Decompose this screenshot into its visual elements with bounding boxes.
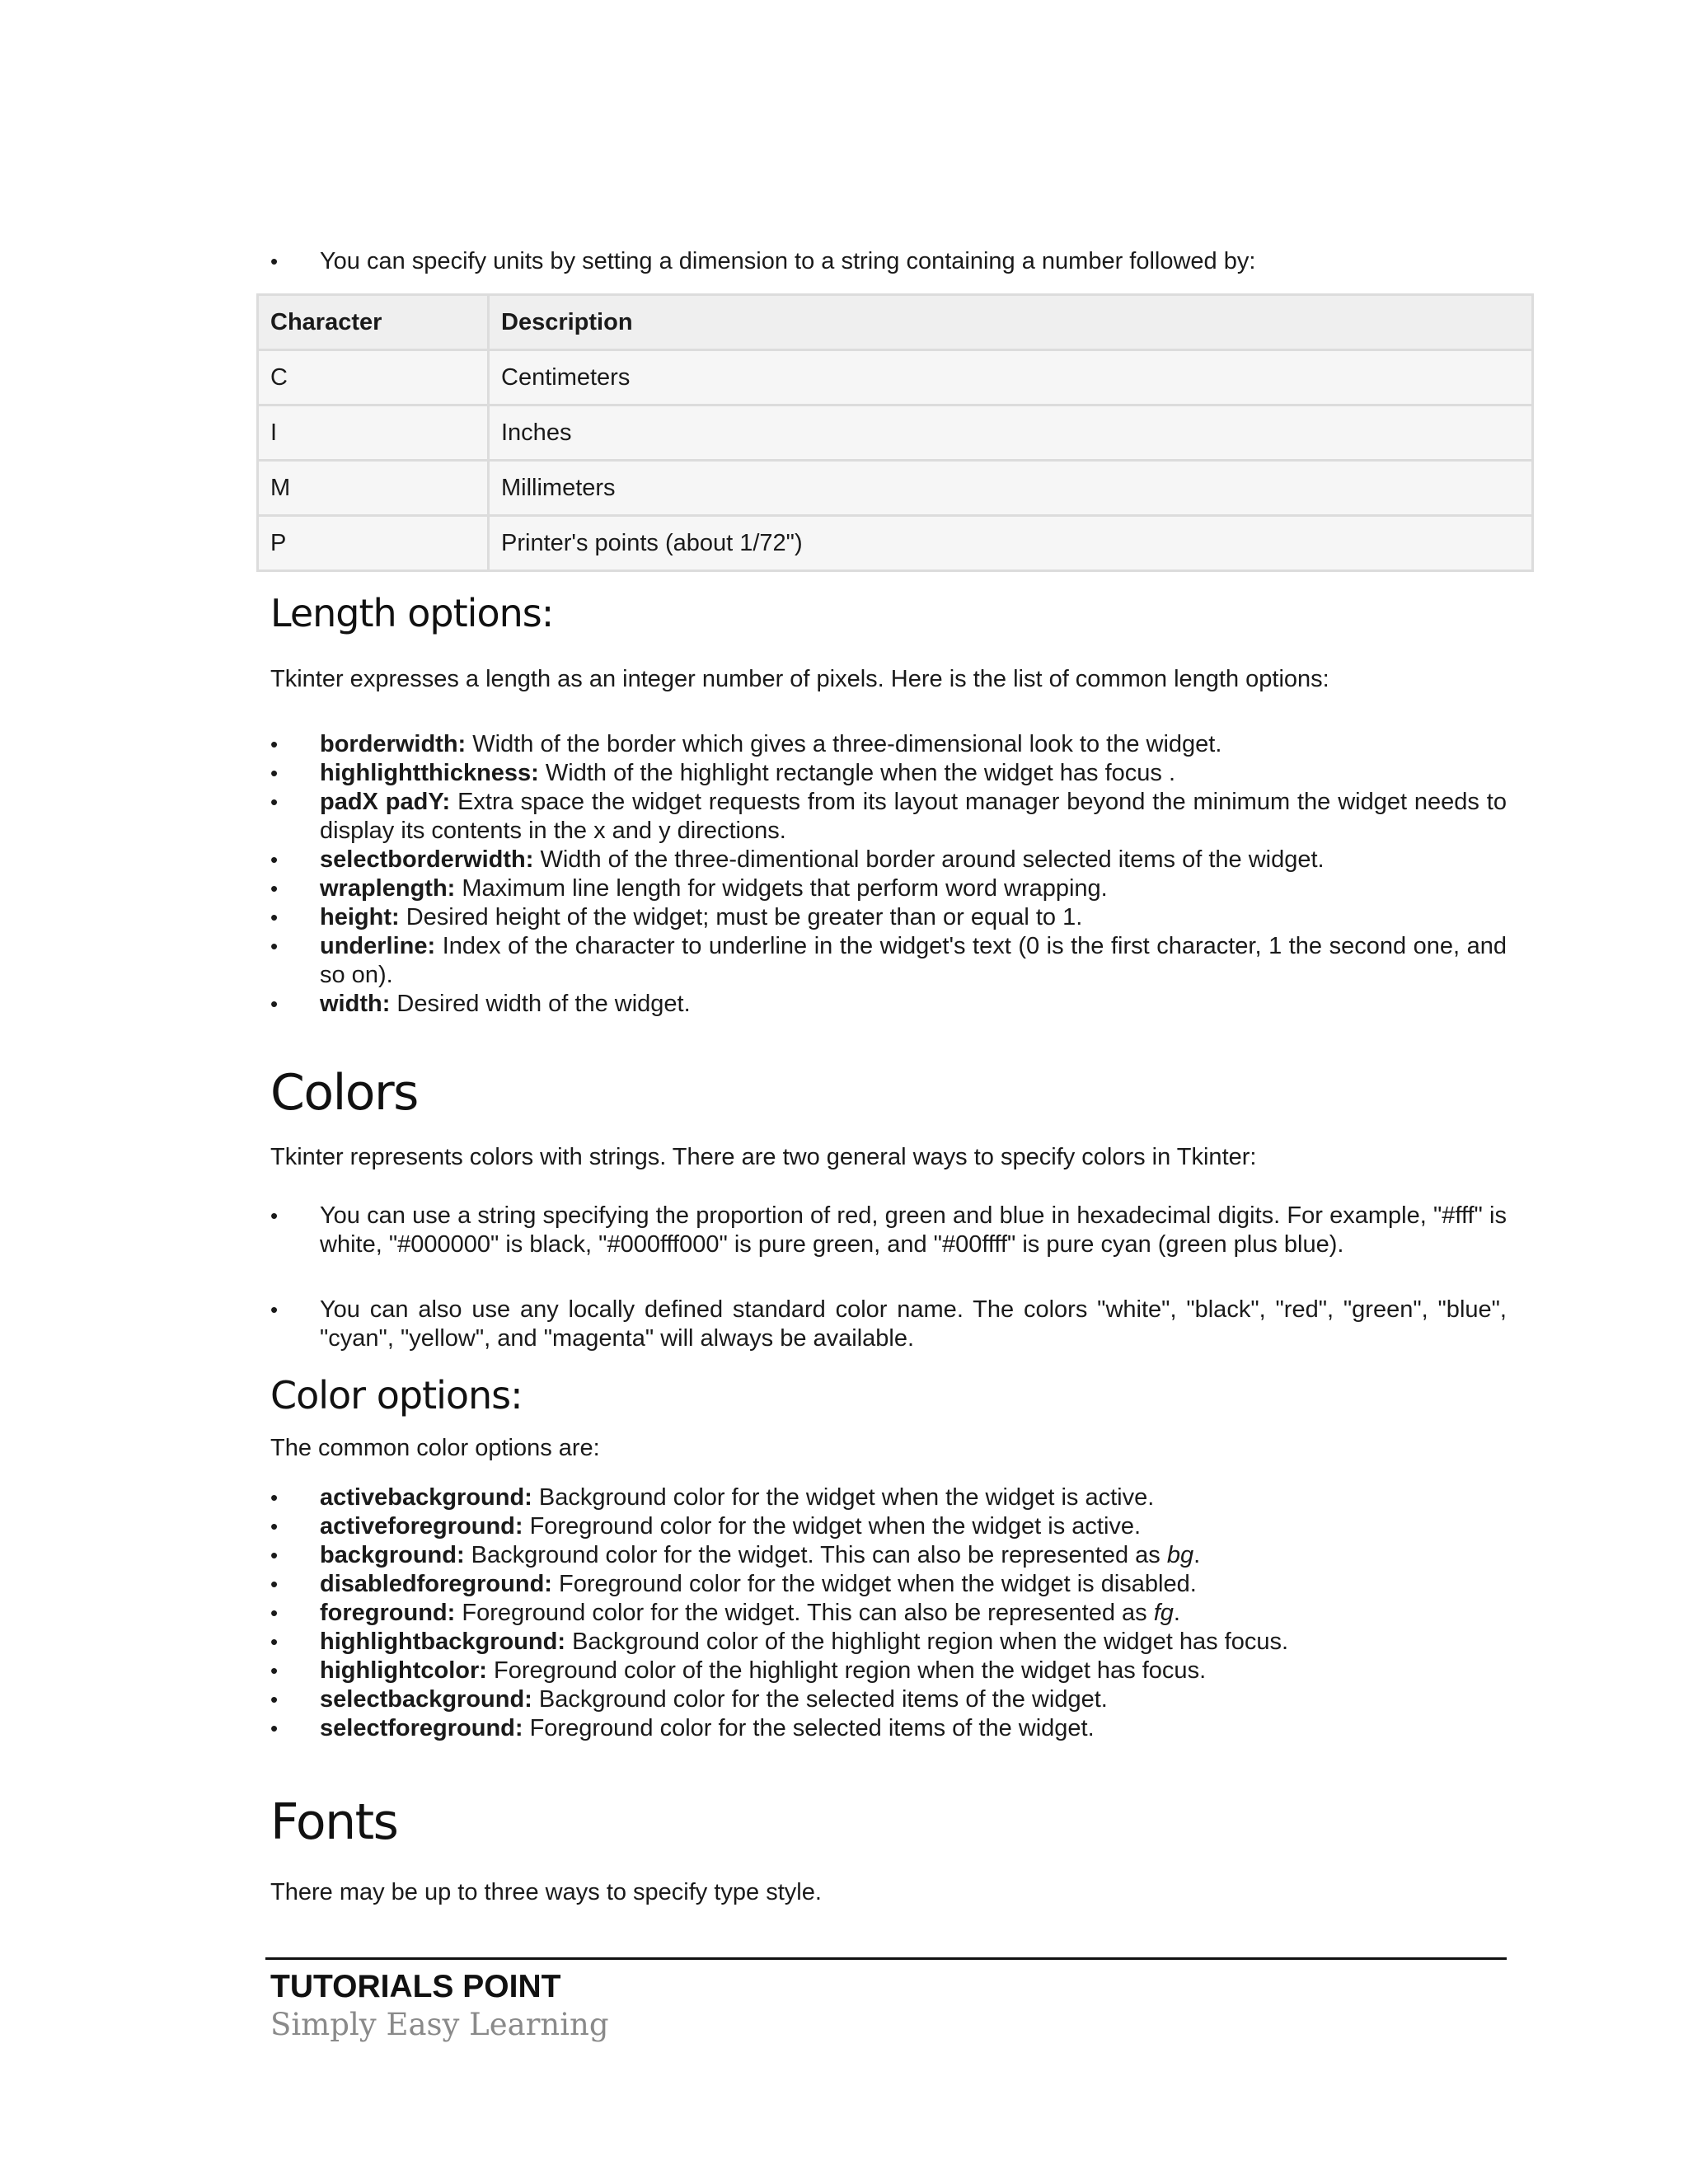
- bullet-icon: •: [270, 1658, 279, 1683]
- list-item: [270, 932, 1507, 990]
- option-desc: Background color of the highlight region when the widget has focus.: [565, 1629, 1289, 1655]
- option-desc: Foreground color for the widget. This can also be represented as: [455, 1600, 1154, 1626]
- bullet-icon: •: [270, 905, 279, 930]
- table-cell: Centimeters: [489, 350, 1533, 405]
- option-desc: Width of the border which gives a three-dimensional look to the widget.: [466, 731, 1222, 757]
- list-item: [270, 759, 1507, 788]
- bullet-icon: •: [270, 1543, 279, 1568]
- option-term: activebackground:: [320, 1484, 532, 1511]
- table-cell: C: [258, 350, 489, 405]
- option-desc: Maximum line length for widgets that perform word wrapping.: [455, 875, 1108, 902]
- bullet-icon: •: [270, 1572, 279, 1596]
- bullet-icon: •: [270, 1629, 279, 1654]
- option-term: padX padY:: [320, 789, 451, 815]
- option-term: activeforeground:: [320, 1513, 523, 1540]
- bullet-icon: •: [270, 934, 279, 958]
- list-item: [270, 1202, 1507, 1259]
- list-item: [270, 1512, 1507, 1541]
- option-desc: Background color for the widget. This can also be represented as: [464, 1542, 1167, 1568]
- table-row: [258, 350, 1533, 405]
- list-item: [270, 1685, 1507, 1714]
- table-row: [258, 405, 1533, 461]
- list-item: [270, 1657, 1507, 1685]
- bullet-icon: •: [270, 761, 279, 785]
- option-term: borderwidth:: [320, 731, 467, 757]
- color-options-intro: The common color options are:: [270, 1435, 600, 1461]
- option-desc: Index of the character to underline in the widget's text (0 is the first character, 1 the second one, and so on).: [320, 933, 1507, 988]
- bullet-icon: •: [270, 991, 279, 1016]
- color-options-heading: Color options:: [270, 1373, 523, 1418]
- table-row: [258, 461, 1533, 516]
- option-term: highlightthickness:: [320, 760, 539, 786]
- bullet-icon: •: [270, 1601, 279, 1625]
- bullet-icon: •: [270, 1297, 279, 1322]
- option-term: height:: [320, 904, 400, 930]
- option-alias: fg: [1153, 1600, 1174, 1626]
- length-options-heading: Length options:: [270, 591, 554, 635]
- table-header-row: [258, 295, 1533, 350]
- option-term: selectbackground:: [320, 1686, 532, 1713]
- option-term: wraplength:: [320, 875, 456, 902]
- colors-intro: Tkinter represents colors with strings. There are two general ways to specify colors in Tkinter:: [270, 1144, 1257, 1170]
- option-desc: Desired height of the widget; must be greater than or equal to 1.: [399, 904, 1083, 930]
- intro-bullet-text: You can specify units by setting a dimension to a string containing a number followed by:: [320, 248, 1256, 274]
- option-desc: Foreground color for the selected items of the widget.: [523, 1715, 1095, 1741]
- option-desc: Foreground color for the widget when the widget is active.: [523, 1513, 1142, 1540]
- list-item: [270, 1483, 1507, 1512]
- table-row: [258, 516, 1533, 571]
- list-item: [270, 990, 1507, 1019]
- list-item: [270, 247, 1507, 276]
- table-cell: Inches: [489, 405, 1533, 461]
- footer-brand-tagline: Simply Easy Learning: [270, 2007, 609, 2042]
- table-header-cell: Character: [258, 295, 489, 350]
- bullet-icon: •: [270, 1485, 279, 1510]
- fonts-intro: There may be up to three ways to specify type style.: [270, 1879, 822, 1905]
- bullet-icon: •: [270, 1716, 279, 1741]
- table-cell: M: [258, 461, 489, 516]
- colors-item-text: You can also use any locally defined standard color name. The colors "white", "black", "red", "green", "blue", "cyan", "yellow", and "magenta" will always be available.: [320, 1296, 1507, 1352]
- option-term: highlightbackground:: [320, 1629, 566, 1655]
- list-item: [270, 846, 1507, 874]
- footer-brand-title: TUTORIALS POINT: [270, 1969, 561, 2004]
- table-cell: Millimeters: [489, 461, 1533, 516]
- option-desc-tail: .: [1193, 1542, 1201, 1568]
- list-item: [270, 1570, 1507, 1599]
- bullet-icon: •: [270, 847, 279, 872]
- colors-heading: Colors: [270, 1064, 418, 1122]
- option-desc: Width of the three-dimentional border around selected items of the widget.: [533, 846, 1325, 873]
- option-alias: bg: [1166, 1542, 1194, 1568]
- footer-divider: [265, 1957, 1507, 1960]
- bullet-icon: •: [270, 1514, 279, 1539]
- list-item: [270, 903, 1507, 932]
- length-options-list: [270, 730, 1507, 1019]
- table-header-cell: Description: [489, 295, 1533, 350]
- list-item: [270, 730, 1507, 759]
- color-options-list: [270, 1483, 1507, 1743]
- colors-list: [270, 1202, 1507, 1259]
- colors-list: [270, 1296, 1507, 1353]
- list-item: [270, 1541, 1507, 1570]
- option-desc: Desired width of the widget.: [390, 991, 691, 1017]
- bullet-icon: •: [270, 1687, 279, 1712]
- bullet-icon: •: [270, 249, 279, 274]
- option-term: background:: [320, 1542, 465, 1568]
- list-item: [270, 1296, 1507, 1353]
- bullet-icon: •: [270, 732, 279, 757]
- list-item: [270, 1599, 1507, 1628]
- option-desc: Foreground color of the highlight region when the widget has focus.: [486, 1657, 1207, 1684]
- option-desc-tail: .: [1173, 1600, 1180, 1626]
- option-desc: Extra space the widget requests from its layout manager beyond the minimum the widget needs to display its contents in the x and y directions.: [320, 789, 1507, 844]
- list-item: [270, 788, 1507, 846]
- list-item: [270, 1628, 1507, 1657]
- option-term: selectborderwidth:: [320, 846, 534, 873]
- option-desc: Foreground color for the widget when the widget is disabled.: [551, 1571, 1197, 1597]
- option-desc: Background color for the widget when the widget is active.: [532, 1484, 1155, 1511]
- bullet-icon: •: [270, 790, 279, 814]
- option-term: underline:: [320, 933, 436, 959]
- option-desc: Background color for the selected items of the widget.: [532, 1686, 1108, 1713]
- bullet-icon: •: [270, 1203, 279, 1228]
- option-term: foreground:: [320, 1600, 456, 1626]
- length-options-intro: Tkinter expresses a length as an integer number of pixels. Here is the list of common length options:: [270, 666, 1329, 692]
- option-term: width:: [320, 991, 391, 1017]
- table-cell: P: [258, 516, 489, 571]
- intro-list: [270, 247, 1507, 276]
- option-term: selectforeground:: [320, 1715, 523, 1741]
- list-item: [270, 874, 1507, 903]
- table-cell: I: [258, 405, 489, 461]
- option-desc: Width of the highlight rectangle when the widget has focus .: [538, 760, 1176, 786]
- bullet-icon: •: [270, 876, 279, 901]
- option-term: disabledforeground:: [320, 1571, 552, 1597]
- units-table: [256, 293, 1534, 572]
- option-term: highlightcolor:: [320, 1657, 487, 1684]
- list-item: [270, 1714, 1507, 1743]
- table-cell: Printer's points (about 1/72"): [489, 516, 1533, 571]
- colors-item-text: You can use a string specifying the proportion of red, green and blue in hexadecimal digits. For example, "#fff" is white, "#000000" is black, "#000fff000" is pure green, and "#00ffff" is pure cyan (green plus blue).: [320, 1202, 1507, 1258]
- fonts-heading: Fonts: [270, 1793, 398, 1851]
